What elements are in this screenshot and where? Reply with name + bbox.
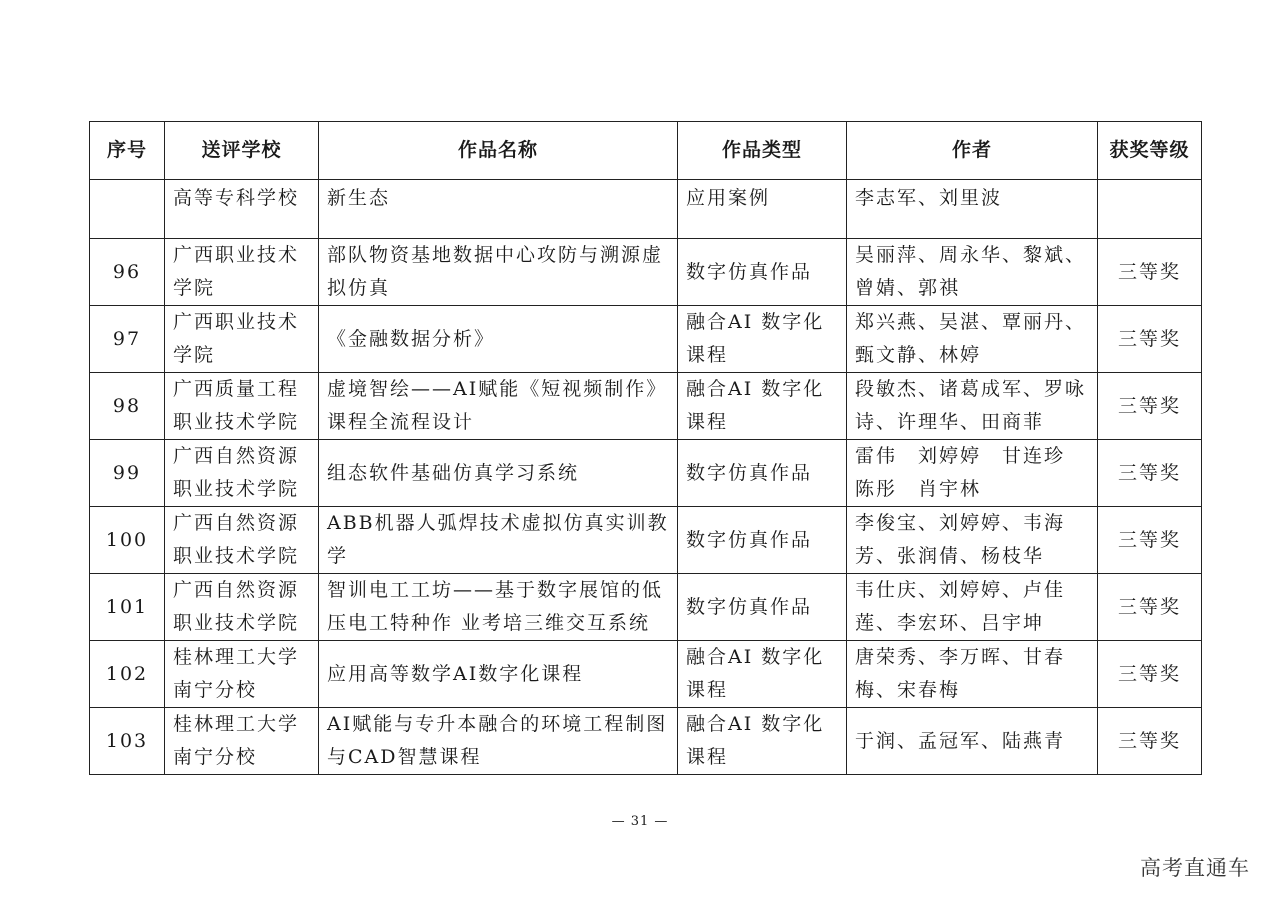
cell-no: 101	[90, 574, 165, 641]
header-school: 送评学校	[165, 122, 319, 180]
cell-type: 应用案例	[678, 180, 847, 239]
cell-no: 103	[90, 708, 165, 775]
cell-no: 100	[90, 507, 165, 574]
cell-authors: 唐荣秀、李万晖、甘春梅、宋春梅	[847, 641, 1098, 708]
header-no: 序号	[90, 122, 165, 180]
cell-type: 数字仿真作品	[678, 239, 847, 306]
cell-work: 组态软件基础仿真学习系统	[319, 440, 678, 507]
cell-work: AI赋能与专升本融合的环境工程制图与CAD智慧课程	[319, 708, 678, 775]
cell-authors: 李俊宝、刘婷婷、韦海芳、张润倩、杨枝华	[847, 507, 1098, 574]
cell-work: 部队物资基地数据中心攻防与溯源虚拟仿真	[319, 239, 678, 306]
cell-award: 三等奖	[1098, 708, 1202, 775]
cell-work: 新生态	[319, 180, 678, 239]
cell-school: 广西职业技术学院	[165, 239, 319, 306]
table-row	[90, 239, 1202, 306]
cell-no: 97	[90, 306, 165, 373]
table-row	[90, 641, 1202, 708]
cell-no	[90, 180, 165, 239]
cell-work: ABB机器人弧焊技术虚拟仿真实训教学	[319, 507, 678, 574]
cell-no: 102	[90, 641, 165, 708]
cell-authors: 李志军、刘里波	[847, 180, 1098, 239]
cell-award: 三等奖	[1098, 641, 1202, 708]
cell-work: 《金融数据分析》	[319, 306, 678, 373]
table-row	[90, 373, 1202, 440]
table-row	[90, 440, 1202, 507]
cell-authors: 韦仕庆、刘婷婷、卢佳莲、李宏环、吕宇坤	[847, 574, 1098, 641]
table-row	[90, 306, 1202, 373]
table-row-continued	[90, 180, 1202, 239]
header-work: 作品名称	[319, 122, 678, 180]
cell-school: 广西质量工程职业技术学院	[165, 373, 319, 440]
cell-work: 应用高等数学AI数字化课程	[319, 641, 678, 708]
cell-school: 广西职业技术学院	[165, 306, 319, 373]
cell-authors: 段敏杰、诸葛成军、罗咏诗、许理华、田商菲	[847, 373, 1098, 440]
cell-type: 数字仿真作品	[678, 440, 847, 507]
cell-award: 三等奖	[1098, 507, 1202, 574]
cell-award	[1098, 180, 1202, 239]
watermark-text: 高考直通车	[1140, 856, 1250, 880]
cell-award: 三等奖	[1098, 440, 1202, 507]
table-row	[90, 574, 1202, 641]
cell-award: 三等奖	[1098, 574, 1202, 641]
cell-type: 数字仿真作品	[678, 507, 847, 574]
cell-school: 广西自然资源职业技术学院	[165, 574, 319, 641]
cell-school: 高等专科学校	[165, 180, 319, 239]
cell-authors: 雷伟 刘婷婷 甘连珍 陈彤 肖宇林	[847, 440, 1098, 507]
cell-work: 虚境智绘——AI赋能《短视频制作》课程全流程设计	[319, 373, 678, 440]
cell-type: 数字仿真作品	[678, 574, 847, 641]
page-number: — 31 —	[611, 814, 669, 829]
cell-school: 广西自然资源职业技术学院	[165, 440, 319, 507]
cell-school: 桂林理工大学南宁分校	[165, 708, 319, 775]
cell-no: 98	[90, 373, 165, 440]
header-authors: 作者	[847, 122, 1098, 180]
table-row	[90, 708, 1202, 775]
header-type: 作品类型	[678, 122, 847, 180]
cell-school: 桂林理工大学南宁分校	[165, 641, 319, 708]
header-award: 获奖等级	[1098, 122, 1202, 180]
cell-no: 96	[90, 239, 165, 306]
cell-award: 三等奖	[1098, 239, 1202, 306]
cell-no: 99	[90, 440, 165, 507]
cell-type: 融合AI 数字化课程	[678, 641, 847, 708]
cell-authors: 于润、孟冠军、陆燕青	[847, 708, 1098, 775]
cell-school: 广西自然资源职业技术学院	[165, 507, 319, 574]
cell-award: 三等奖	[1098, 373, 1202, 440]
cell-authors: 吴丽萍、周永华、黎斌、曾婧、郭祺	[847, 239, 1098, 306]
table-row	[90, 507, 1202, 574]
awards-table	[89, 121, 1202, 775]
table-header-row	[90, 122, 1202, 180]
cell-work: 智训电工工坊——基于数字展馆的低压电工特种作 业考培三维交互系统	[319, 574, 678, 641]
cell-type: 融合AI 数字化课程	[678, 373, 847, 440]
cell-type: 融合AI 数字化课程	[678, 306, 847, 373]
cell-type: 融合AI 数字化课程	[678, 708, 847, 775]
cell-award: 三等奖	[1098, 306, 1202, 373]
cell-authors: 郑兴燕、吴湛、覃丽丹、甄文静、林婷	[847, 306, 1098, 373]
